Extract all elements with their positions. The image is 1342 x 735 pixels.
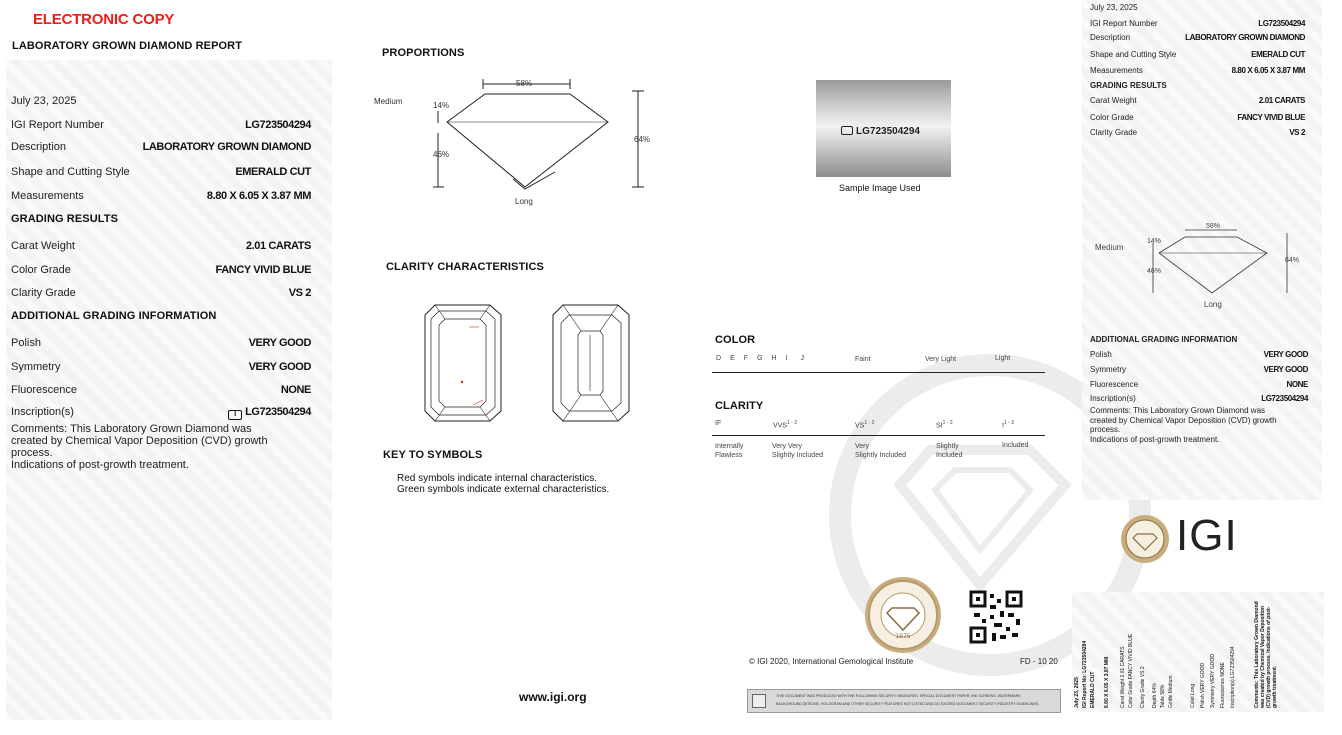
rs-additional-heading: ADDITIONAL GRADING INFORMATION xyxy=(1090,335,1238,344)
electronic-copy-label: ELECTRONIC COPY xyxy=(33,11,175,28)
clarity-plot-crown xyxy=(425,305,505,423)
igi-report-value: LG723504294 xyxy=(245,119,311,131)
description-label: Description xyxy=(11,141,67,153)
stub-line-5: Color Grade FANCY VIVID BLUE xyxy=(1128,633,1134,708)
igi-report-label: IGI Report Number xyxy=(11,119,104,131)
security-text-1: THIS DOCUMENT WAS PRODUCED WITH THE FOLLOWING SECURITY MEASURES: SPECIAL DOCUMENT PAPER, INK SCREENS, WATERMARK xyxy=(776,694,1021,698)
symmetry-value: VERY GOOD xyxy=(248,361,311,373)
report-title: LABORATORY GROWN DIAMOND REPORT xyxy=(12,40,243,52)
clarity-i-desc: Included xyxy=(1002,442,1029,449)
stub-line-2: EMERALD CUT xyxy=(1090,671,1096,708)
pavilion-percent: 46% xyxy=(433,150,450,159)
color-light: Light xyxy=(995,355,1011,362)
proportions-diagram xyxy=(370,75,670,215)
additional-grading-heading: ADDITIONAL GRADING INFORMATION xyxy=(11,310,217,322)
proportions-heading: PROPORTIONS xyxy=(382,47,465,59)
inscription-value: I LG723504294 xyxy=(228,406,311,420)
clarity-vs-desc: Very Slightly Included xyxy=(855,443,906,459)
color-letters: D E F G H I J xyxy=(716,355,804,362)
copyright-text: © IGI 2020, International Gemological Institute xyxy=(749,657,914,666)
report-date: July 23, 2025 xyxy=(11,95,77,107)
stub-line-15: Comments: This Laboratory Grown Diamond was created by Chemical Vapor Deposition (CVD) growth process. Indications of post-growth treatment. xyxy=(1254,601,1278,708)
shape-label: Shape and Cutting Style xyxy=(11,166,130,178)
fluorescence-label: Fluorescence xyxy=(11,384,78,396)
fluorescence-value: NONE xyxy=(280,384,311,396)
sample-inscription: LG723504294 xyxy=(841,126,920,137)
rs-shape-label: Shape and Cutting Style xyxy=(1090,50,1177,59)
svg-text:1975: 1975 xyxy=(895,633,911,640)
rs-symmetry-label: Symmetry xyxy=(1090,365,1126,374)
clarity-vvs: VVS$^{1 - 2}$ xyxy=(773,420,798,430)
stub-line-6: Clarity Grade VS 2 xyxy=(1140,666,1146,708)
igi-logo-seal-icon xyxy=(1120,514,1170,564)
clarity-si-desc: Slightly Included xyxy=(936,443,963,459)
clarity-grade-label: Clarity Grade xyxy=(11,287,76,299)
rs-report-label: IGI Report Number xyxy=(1090,19,1158,28)
rs-depth: 64% xyxy=(1285,257,1300,264)
rs-pavilion: 46% xyxy=(1147,268,1162,275)
stub-text xyxy=(1074,596,1322,710)
rs-description-label: Description xyxy=(1090,33,1131,42)
grading-results-heading: GRADING RESULTS xyxy=(11,213,119,225)
comments: Comments: This Laboratory Grown Diamond was created by Chemical Vapor Deposition (CVD) growth process. Indications of post-growth treatment. xyxy=(11,423,268,471)
clarity-if: IF xyxy=(715,420,722,427)
clarity-grade-value: VS 2 xyxy=(288,287,311,299)
rs-clarity-label: Clarity Grade xyxy=(1090,128,1138,137)
color-grade-label: Color Grade xyxy=(11,264,71,276)
stub-line-0: July 23, 2025 xyxy=(1074,677,1080,708)
report-details xyxy=(11,95,311,495)
color-faint: Faint xyxy=(855,356,871,363)
clarity-vvs-desc: Very Very Slightly Included xyxy=(772,443,823,459)
color-scale-line xyxy=(712,372,1045,373)
carat-label: Carat Weight xyxy=(11,240,75,252)
clarity-scale-line xyxy=(712,435,1045,436)
rs-report-value: LG723504294 xyxy=(1258,19,1305,28)
stub-line-13: Fluorescence NONE xyxy=(1220,662,1226,708)
rs-measurements-label: Measurements xyxy=(1090,66,1143,75)
measurements-value: 8.80 X 6.05 X 3.87 MM xyxy=(206,190,311,202)
sample-caption: Sample Image Used xyxy=(839,183,921,193)
rs-date: July 23, 2025 xyxy=(1090,3,1138,12)
rs-fluorescence-value: NONE xyxy=(1286,380,1308,389)
igi-logo-text: IGI xyxy=(1176,511,1238,560)
color-very-light: Very Light xyxy=(925,356,957,363)
rs-table: 58% xyxy=(1206,223,1221,230)
igi-inscription-icon xyxy=(841,126,853,135)
stub-line-8: Table 58% xyxy=(1160,684,1166,708)
rs-polish-label: Polish xyxy=(1090,350,1112,359)
culet-label: Long xyxy=(515,197,533,206)
stub-line-4: Carat Weight 2.01 CARATS xyxy=(1120,646,1126,708)
rs-crown: 14% xyxy=(1147,238,1162,245)
stub-line-3: 8.80 X 6.05 X 3.87 MM xyxy=(1104,656,1110,708)
measurements-label: Measurements xyxy=(11,190,84,202)
rs-fluorescence-label: Fluorescence xyxy=(1090,380,1139,389)
clarity-si: SI$^{1 - 2}$ xyxy=(936,420,953,430)
igi-seal-icon xyxy=(864,576,942,654)
stub-line-14: Inscription(s) LG723504294 xyxy=(1230,646,1236,708)
rs-polish-value: VERY GOOD xyxy=(1263,350,1308,359)
rs-measurements-value: 8.80 X 6.05 X 3.87 MM xyxy=(1231,66,1305,75)
inscription-label: Inscription(s) xyxy=(11,406,74,418)
igi-inscription-icon: I xyxy=(228,410,242,420)
rs-proportions-diagram xyxy=(1145,225,1305,305)
shape-value: EMERALD CUT xyxy=(235,166,311,178)
depth-percent: 64% xyxy=(634,135,651,144)
crown-percent: 14% xyxy=(433,101,450,110)
description-value: LABORATORY GROWN DIAMOND xyxy=(142,141,311,153)
document-icon xyxy=(752,694,766,708)
color-grade-value: FANCY VIVID BLUE xyxy=(215,264,311,276)
color-heading: COLOR xyxy=(715,334,756,346)
stub-line-7: Depth 64% xyxy=(1152,683,1158,708)
rs-inscription-value: LG723504294 xyxy=(1261,394,1308,403)
form-code: FD - 10 20 xyxy=(1020,657,1058,666)
polish-value: VERY GOOD xyxy=(248,337,311,349)
key-heading: KEY TO SYMBOLS xyxy=(383,449,483,461)
clarity-if-desc: Internally Flawless xyxy=(715,443,744,459)
rs-symmetry-value: VERY GOOD xyxy=(1263,365,1308,374)
clarity-vs: VS$^{1 - 2}$ xyxy=(855,420,875,430)
girdle-label: Medium xyxy=(374,97,403,106)
rs-carat-label: Carat Weight xyxy=(1090,96,1137,105)
rs-comments: Comments: This Laboratory Grown Diamond was created by Chemical Vapor Deposition (CVD) growth process. Indications of post-growth treatment. xyxy=(1090,406,1277,444)
stub-line-1: IGI Report No: LG723504294 xyxy=(1082,640,1088,708)
rs-grading-heading: GRADING RESULTS xyxy=(1090,81,1167,90)
sample-image xyxy=(816,80,951,177)
qr-code-icon[interactable] xyxy=(970,591,1022,643)
table-percent: 58% xyxy=(516,79,533,88)
clarity-plot-pavilion xyxy=(553,305,633,423)
stub-line-10: Culet Long xyxy=(1190,683,1196,708)
website-url[interactable]: www.igi.org xyxy=(519,690,587,704)
polish-label: Polish xyxy=(11,337,41,349)
rs-culet: Long xyxy=(1204,300,1222,309)
stub-line-9: Girdle Medium xyxy=(1168,675,1174,708)
rs-additional xyxy=(1090,335,1308,455)
key-line-1: Red symbols indicate internal characteristics. xyxy=(397,473,598,484)
rs-shape-value: EMERALD CUT xyxy=(1251,50,1305,59)
stub-line-12: Symmetry VERY GOOD xyxy=(1210,654,1216,708)
rs-color-value: FANCY VIVID BLUE xyxy=(1237,113,1305,122)
security-notice xyxy=(747,689,1061,713)
rs-inscription-label: Inscription(s) xyxy=(1090,394,1136,403)
rs-girdle: Medium xyxy=(1095,243,1124,252)
carat-value: 2.01 CARATS xyxy=(245,240,311,252)
rs-clarity-value: VS 2 xyxy=(1289,128,1305,137)
rs-carat-value: 2.01 CARATS xyxy=(1258,96,1305,105)
security-text-2: BACKGROUND DESIGNS, HOLOGRAM AND OTHER SECURITY FEATURES NOT LISTED AND DO EXCEED DOCUMENT SECURITY INDUSTRY GUIDELINES. xyxy=(776,702,1040,706)
symmetry-label: Symmetry xyxy=(11,361,61,373)
clarity-heading: CLARITY xyxy=(715,400,764,412)
stub-line-11: Polish VERY GOOD xyxy=(1200,662,1206,708)
key-line-2: Green symbols indicate external characteristics. xyxy=(397,484,610,495)
rs-description-value: LABORATORY GROWN DIAMOND xyxy=(1185,33,1305,42)
clarity-i: $I^{1 - 3}$ xyxy=(1002,420,1014,430)
rs-color-label: Color Grade xyxy=(1090,113,1134,122)
clarity-characteristics-heading: CLARITY CHARACTERISTICS xyxy=(386,261,544,273)
